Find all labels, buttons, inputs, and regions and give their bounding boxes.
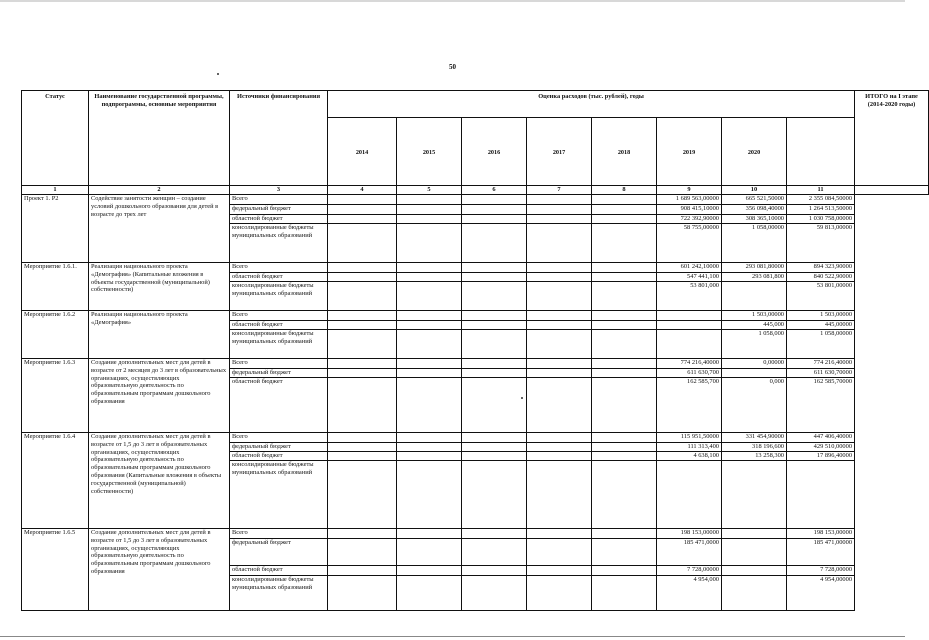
empty-year-cell [397, 359, 462, 369]
header-funding-sources: Источники финансирования [230, 91, 328, 186]
empty-year-cell [527, 282, 592, 311]
value-2019-cell: 722 392,90000 [657, 215, 722, 224]
value-2020-cell: 356 098,40000 [722, 205, 787, 215]
column-number: 7 [527, 186, 592, 195]
table-row [22, 433, 929, 443]
table-body [22, 195, 929, 611]
empty-year-cell [592, 452, 657, 461]
funding-source-cell: Всего [230, 195, 328, 205]
empty-year-cell [328, 195, 397, 205]
empty-year-cell [397, 539, 462, 566]
funding-source-cell: консолидированные бюджеты муниципальных образований [230, 282, 328, 311]
empty-year-cell [527, 576, 592, 611]
funding-source-cell: областной бюджет [230, 321, 328, 330]
program-name-cell: Реализация национального проекта «Демография» (Капитальные вложения в объекты государственной (муниципальной) собственности) [89, 263, 230, 311]
total-cell: 53 801,00000 [787, 282, 855, 311]
total-cell: 1 264 513,50000 [787, 205, 855, 215]
value-2020-cell [722, 539, 787, 566]
funding-source-cell: областной бюджет [230, 566, 328, 576]
empty-year-cell [328, 330, 397, 359]
value-2020-cell [722, 369, 787, 378]
column-number: 5 [397, 186, 462, 195]
value-2019-cell: 53 801,000 [657, 282, 722, 311]
empty-year-cell [462, 443, 527, 452]
value-2020-cell: 13 258,300 [722, 452, 787, 461]
empty-year-cell [397, 461, 462, 529]
value-2019-cell: 111 313,400 [657, 443, 722, 452]
table-header-row [22, 91, 929, 118]
empty-year-cell [527, 195, 592, 205]
empty-year-cell [462, 205, 527, 215]
empty-year-cell [527, 205, 592, 215]
empty-year-cell [328, 282, 397, 311]
header-cost-estimate: Оценка расходов (тыс. рублей), годы [328, 91, 855, 118]
empty-year-cell [592, 195, 657, 205]
header-year: 2018 [592, 118, 657, 186]
funding-source-cell: областной бюджет [230, 215, 328, 224]
empty-year-cell [527, 539, 592, 566]
empty-year-cell [527, 215, 592, 224]
empty-year-cell [527, 263, 592, 273]
empty-year-cell [328, 529, 397, 539]
status-cell: Мероприятие 1.6.4 [22, 433, 89, 529]
empty-year-cell [397, 529, 462, 539]
empty-year-cell [592, 539, 657, 566]
empty-year-cell [328, 215, 397, 224]
value-2020-cell: 318 196,600 [722, 443, 787, 452]
empty-year-cell [397, 566, 462, 576]
status-cell: Проект 1. Р2 [22, 195, 89, 263]
empty-year-cell [527, 224, 592, 263]
table-row [22, 195, 929, 205]
status-cell: Мероприятие 1.6.2 [22, 311, 89, 359]
total-cell: 1 503,00000 [787, 311, 855, 321]
value-2019-cell: 601 242,10000 [657, 263, 722, 273]
empty-year-cell [462, 529, 527, 539]
value-2019-cell: 115 951,50000 [657, 433, 722, 443]
value-2020-cell: 308 365,10000 [722, 215, 787, 224]
empty-year-cell [592, 566, 657, 576]
scan-speck [217, 73, 219, 75]
funding-source-cell: консолидированные бюджеты муниципальных образований [230, 224, 328, 263]
empty-year-cell [527, 461, 592, 529]
program-name-cell: Создание дополнительных мест для детей в возрасте от 1,5 до 3 лет в образовательных организациях, осуществляющих образовательную деятельность по образовательным программам дошкольного образования [89, 529, 230, 611]
column-number: 2 [89, 186, 230, 195]
header-year: 2016 [462, 118, 527, 186]
empty-year-cell [397, 321, 462, 330]
empty-year-cell [527, 378, 592, 433]
total-cell [787, 461, 855, 529]
empty-year-cell [397, 224, 462, 263]
column-number: 8 [592, 186, 657, 195]
column-number: 11 [787, 186, 855, 195]
empty-year-cell [328, 224, 397, 263]
total-cell: 1 058,00000 [787, 330, 855, 359]
total-cell: 162 585,70000 [787, 378, 855, 433]
empty-year-cell [527, 529, 592, 539]
status-cell: Мероприятие 1.6.1. [22, 263, 89, 311]
value-2020-cell: 0,000 [722, 378, 787, 433]
funding-source-cell: Всего [230, 311, 328, 321]
value-2020-cell [722, 566, 787, 576]
value-2020-cell: 293 081,80000 [722, 263, 787, 273]
status-cell: Мероприятие 1.6.3 [22, 359, 89, 433]
empty-year-cell [592, 263, 657, 273]
column-number: 1 [22, 186, 89, 195]
empty-year-cell [328, 321, 397, 330]
total-cell: 2 355 084,50000 [787, 195, 855, 205]
value-2019-cell: 162 585,700 [657, 378, 722, 433]
value-2019-cell: 1 689 563,00000 [657, 195, 722, 205]
value-2019-cell [657, 321, 722, 330]
total-cell: 611 630,70000 [787, 369, 855, 378]
total-cell: 447 406,40000 [787, 433, 855, 443]
value-2019-cell: 185 471,0000 [657, 539, 722, 566]
value-2020-cell: 665 521,50000 [722, 195, 787, 205]
empty-year-cell [397, 452, 462, 461]
value-2020-cell: 0,00000 [722, 359, 787, 369]
funding-source-cell: Всего [230, 433, 328, 443]
total-cell: 774 216,40000 [787, 359, 855, 369]
value-2020-cell: 445,000 [722, 321, 787, 330]
empty-year-cell [527, 566, 592, 576]
empty-year-cell [328, 433, 397, 443]
funding-source-cell: федеральный бюджет [230, 205, 328, 215]
empty-year-cell [592, 224, 657, 263]
empty-year-cell [592, 330, 657, 359]
total-cell: 4 954,00000 [787, 576, 855, 611]
empty-year-cell [592, 205, 657, 215]
funding-source-cell: консолидированные бюджеты муниципальных образований [230, 461, 328, 529]
empty-year-cell [462, 263, 527, 273]
empty-year-cell [462, 452, 527, 461]
empty-year-cell [592, 576, 657, 611]
header-year: 2019 [657, 118, 722, 186]
empty-year-cell [328, 369, 397, 378]
empty-year-cell [328, 576, 397, 611]
empty-year-cell [527, 273, 592, 282]
funding-source-cell: Всего [230, 263, 328, 273]
empty-year-cell [592, 378, 657, 433]
empty-year-cell [592, 433, 657, 443]
value-2020-cell [722, 461, 787, 529]
total-cell: 894 323,90000 [787, 263, 855, 273]
empty-year-cell [462, 321, 527, 330]
empty-year-cell [462, 369, 527, 378]
scan-edge [0, 0, 905, 2]
value-2020-cell: 331 454,90000 [722, 433, 787, 443]
value-2020-cell [722, 529, 787, 539]
empty-year-cell [592, 461, 657, 529]
value-2020-cell [722, 576, 787, 611]
empty-year-cell [462, 539, 527, 566]
empty-year-cell [462, 566, 527, 576]
total-cell: 7 728,00000 [787, 566, 855, 576]
funding-source-cell: федеральный бюджет [230, 443, 328, 452]
total-cell: 840 522,90000 [787, 273, 855, 282]
empty-year-cell [462, 273, 527, 282]
empty-year-cell [397, 311, 462, 321]
empty-year-cell [397, 433, 462, 443]
total-cell: 17 896,40000 [787, 452, 855, 461]
value-2020-cell: 1 503,00000 [722, 311, 787, 321]
value-2019-cell: 4 638,100 [657, 452, 722, 461]
empty-year-cell [592, 311, 657, 321]
empty-year-cell [397, 576, 462, 611]
empty-year-cell [462, 576, 527, 611]
funding-source-cell: федеральный бюджет [230, 539, 328, 566]
value-2020-cell: 1 058,00000 [722, 224, 787, 263]
empty-year-cell [328, 378, 397, 433]
header-year: 2015 [397, 118, 462, 186]
header-total: ИТОГО на I этапе (2014-2020 годы) [855, 91, 929, 186]
empty-year-cell [592, 529, 657, 539]
empty-year-cell [527, 443, 592, 452]
empty-year-cell [592, 369, 657, 378]
value-2019-cell: 611 630,700 [657, 369, 722, 378]
value-2019-cell: 908 415,10000 [657, 205, 722, 215]
table-row [22, 359, 929, 369]
funding-source-cell: федеральный бюджет [230, 369, 328, 378]
empty-year-cell [527, 452, 592, 461]
funding-source-cell: областной бюджет [230, 378, 328, 433]
empty-year-cell [462, 330, 527, 359]
empty-year-cell [328, 452, 397, 461]
value-2019-cell: 4 954,000 [657, 576, 722, 611]
header-status: Статус [22, 91, 89, 186]
column-number: 6 [462, 186, 527, 195]
empty-year-cell [462, 195, 527, 205]
total-cell: 198 153,00000 [787, 529, 855, 539]
empty-year-cell [462, 282, 527, 311]
empty-year-cell [462, 224, 527, 263]
empty-year-cell [328, 566, 397, 576]
empty-year-cell [527, 359, 592, 369]
value-2019-cell: 774 216,40000 [657, 359, 722, 369]
value-2020-cell [722, 282, 787, 311]
header-year: 2020 [722, 118, 787, 186]
empty-year-cell [462, 461, 527, 529]
funding-source-cell: областной бюджет [230, 452, 328, 461]
value-2019-cell: 547 441,100 [657, 273, 722, 282]
empty-year-cell [328, 263, 397, 273]
empty-year-cell [328, 443, 397, 452]
column-number [855, 186, 929, 195]
empty-year-cell [462, 378, 527, 433]
empty-year-cell [328, 359, 397, 369]
column-number: 10 [722, 186, 787, 195]
column-number: 9 [657, 186, 722, 195]
value-2020-cell: 293 081,800 [722, 273, 787, 282]
empty-year-cell [592, 215, 657, 224]
table-row [22, 529, 929, 539]
empty-year-cell [397, 215, 462, 224]
column-number: 3 [230, 186, 328, 195]
empty-year-cell [328, 461, 397, 529]
program-name-cell: Создание дополнительных мест для детей в возрасте от 1,5 до 3 лет в образовательных организациях, осуществляющих образовательную деятельность по образовательным программам дошкольного образования (Капитальные вложения в объекты государственной (муниципальной) собственности) [89, 433, 230, 529]
value-2019-cell: 198 153,00000 [657, 529, 722, 539]
empty-year-cell [397, 273, 462, 282]
empty-year-cell [462, 215, 527, 224]
page-number: 50 [449, 63, 456, 71]
empty-year-cell [328, 539, 397, 566]
empty-year-cell [462, 311, 527, 321]
total-cell: 445,00000 [787, 321, 855, 330]
empty-year-cell [592, 321, 657, 330]
empty-year-cell [397, 195, 462, 205]
empty-year-cell [328, 205, 397, 215]
empty-year-cell [527, 330, 592, 359]
budget-table [21, 90, 929, 611]
total-cell: 59 813,00000 [787, 224, 855, 263]
funding-source-cell: Всего [230, 529, 328, 539]
empty-year-cell [328, 273, 397, 282]
funding-source-cell: консолидированные бюджеты муниципальных образований [230, 330, 328, 359]
status-cell: Мероприятие 1.6.5 [22, 529, 89, 611]
column-number-row [22, 186, 929, 195]
empty-year-cell [527, 321, 592, 330]
empty-year-cell [527, 433, 592, 443]
header-year: 2017 [527, 118, 592, 186]
empty-year-cell [592, 282, 657, 311]
empty-year-cell [397, 205, 462, 215]
empty-year-cell [397, 378, 462, 433]
empty-year-cell [592, 273, 657, 282]
value-2019-cell [657, 461, 722, 529]
empty-year-cell [397, 282, 462, 311]
empty-year-cell [462, 359, 527, 369]
funding-source-cell: консолидированные бюджеты муниципальных образований [230, 576, 328, 611]
value-2019-cell: 58 755,00000 [657, 224, 722, 263]
empty-year-cell [397, 443, 462, 452]
empty-year-cell [397, 369, 462, 378]
empty-year-cell [462, 433, 527, 443]
empty-year-cell [592, 443, 657, 452]
program-name-cell: Создание дополнительных мест для детей в возрасте от 2 месяцев до 3 лет в образовательных организациях, осуществляющих образовательную деятельность по образовательным программам дошкольного образования [89, 359, 230, 433]
value-2020-cell: 1 058,000 [722, 330, 787, 359]
header-program-name: Наименование государственной программы, подпрограммы, основные мероприятия [89, 91, 230, 186]
empty-year-cell [592, 359, 657, 369]
total-cell: 1 030 758,00000 [787, 215, 855, 224]
program-name-cell: Реализация национального проекта «Демография» [89, 311, 230, 359]
total-cell: 429 510,00000 [787, 443, 855, 452]
column-number: 4 [328, 186, 397, 195]
funding-source-cell: областной бюджет [230, 273, 328, 282]
table-row [22, 263, 929, 273]
program-name-cell: Содействие занятости женщин – создание условий дошкольного образования для детей в возрасте до трех лет [89, 195, 230, 263]
value-2019-cell: 7 728,00000 [657, 566, 722, 576]
funding-source-cell: Всего [230, 359, 328, 369]
total-cell: 185 471,00000 [787, 539, 855, 566]
empty-year-cell [527, 311, 592, 321]
empty-year-cell [397, 330, 462, 359]
table-row [22, 311, 929, 321]
value-2019-cell [657, 311, 722, 321]
empty-year-cell [328, 311, 397, 321]
empty-year-cell [397, 263, 462, 273]
scan-edge [0, 636, 905, 637]
header-year: 2014 [328, 118, 397, 186]
empty-year-cell [527, 369, 592, 378]
value-2019-cell [657, 330, 722, 359]
